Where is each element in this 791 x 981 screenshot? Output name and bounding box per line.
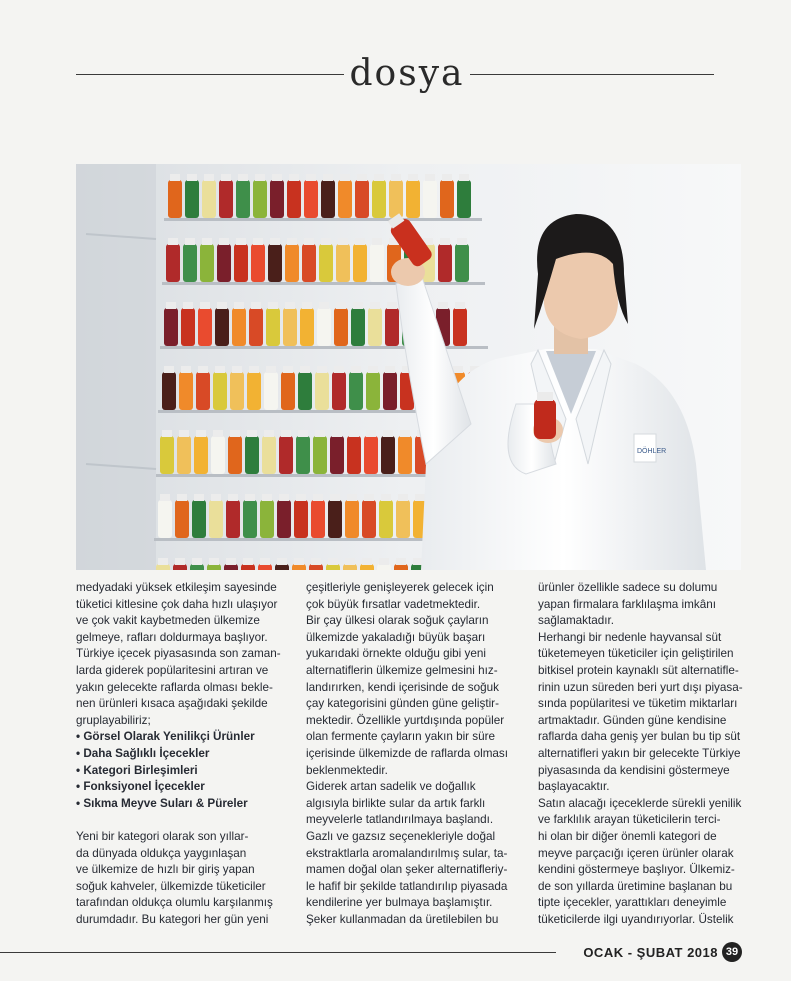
- article-photo: [76, 164, 741, 570]
- bottle-cap: [317, 366, 327, 373]
- text-line: meyve parçacığı içeren ürünler olarak: [538, 846, 734, 860]
- bottle: [168, 180, 182, 218]
- bottle: [162, 372, 176, 410]
- bottle: [183, 244, 197, 282]
- bottle: [260, 500, 274, 538]
- text-line: ve çok vakit kaybetmeden ülkemize: [76, 614, 260, 628]
- bottle-cap: [408, 174, 418, 181]
- bottle: [313, 436, 327, 474]
- bottle-cap: [357, 174, 367, 181]
- bottle: [321, 180, 335, 218]
- text-line: tüketemeyen tüketiciler için geliştirilen: [538, 647, 734, 661]
- text-line: meyvelerle tatlandırılmaya başlandı.: [306, 813, 494, 827]
- footer-rule: [0, 952, 556, 953]
- bottle-cap: [270, 238, 280, 245]
- bottle: [372, 180, 386, 218]
- bottle-cap: [230, 430, 240, 437]
- bottle: [296, 436, 310, 474]
- text-line: tipte içecekler, yarattıkları deneyimle: [538, 896, 727, 910]
- bottle: [185, 180, 199, 218]
- bottle: [164, 308, 178, 346]
- bottle-cap: [370, 302, 380, 309]
- page-footer: [500, 941, 742, 963]
- paragraph-intro: [76, 580, 284, 729]
- bottle-cap: [204, 174, 214, 181]
- bottle: [253, 180, 267, 218]
- bottle-cap: [160, 494, 170, 501]
- text-line: ekstraktlarla aromalandırılmış sular, ta-: [306, 846, 508, 860]
- text-line: de son yıllarda üretimine başlanan bu: [538, 879, 733, 893]
- bottle-cap: [162, 430, 172, 437]
- photo-illustration: [76, 164, 741, 570]
- bottle-cap: [455, 302, 465, 309]
- bottle: [298, 372, 312, 410]
- bottle: [338, 180, 352, 218]
- bottle: [219, 180, 233, 218]
- text-line: tarafından oldukça olumlu karşılanmış: [76, 896, 273, 910]
- bottle-cap: [313, 494, 323, 501]
- text-line: yakın gelecekte raflarda olması bekle-: [76, 680, 273, 694]
- bottle-label: DÖHLER: [637, 448, 667, 455]
- bottle: [366, 372, 380, 410]
- bottle: [311, 500, 325, 538]
- text-line: medyadaki yüksek etkileşim sayesinde: [76, 581, 277, 594]
- text-line: gruplayabiliriz;: [76, 713, 151, 727]
- bottle: [438, 244, 452, 282]
- bottle: [423, 180, 437, 218]
- bottle-cap: [181, 366, 191, 373]
- text-line: beklenmektedir.: [306, 763, 388, 777]
- text-line: içerisinde ülkemizde de raflarda olması: [306, 746, 509, 760]
- bullet-item: • Sıkma Meyve Suları & Püreler: [76, 796, 248, 810]
- bottle: [215, 308, 229, 346]
- text-line: bitkisel protein kaynaklı süt alternatifle-: [538, 663, 739, 677]
- bottle: [264, 372, 278, 410]
- bottle-cap: [260, 558, 270, 565]
- bottle: [355, 180, 369, 218]
- text-line: tüketicilerde ilgi uyandırıyorlar. Üstelik: [538, 912, 734, 926]
- bottle: [455, 244, 469, 282]
- bottle-cap: [438, 302, 448, 309]
- bottle: [453, 308, 467, 346]
- bottle: [192, 500, 206, 538]
- bottle: [319, 244, 333, 282]
- text-line: ülkemizde yakaladığı büyük başarı: [306, 630, 486, 644]
- bottle-cap: [196, 430, 206, 437]
- bottle-cap: [253, 238, 263, 245]
- bottle-cap: [315, 430, 325, 437]
- text-line: gelmeye, rafları doldurmaya başlıyor.: [76, 630, 268, 644]
- text-line: larda giderek popülaritesini artıran ve: [76, 663, 269, 677]
- bottle: [247, 372, 261, 410]
- bottle: [200, 244, 214, 282]
- bottle-cap: [211, 494, 221, 501]
- bottle: [362, 500, 376, 538]
- bottle-cap: [323, 174, 333, 181]
- text-line: hi olan bir diğer önemli kategori de: [538, 829, 717, 843]
- bottle: [251, 244, 265, 282]
- bottle: [336, 244, 350, 282]
- bullet-list: [76, 729, 284, 812]
- bottle-cap: [217, 302, 227, 309]
- bottle-cap: [345, 558, 355, 565]
- bottle-cap: [164, 366, 174, 373]
- bottle: [347, 436, 361, 474]
- bottle: [364, 436, 378, 474]
- bottle: [277, 500, 291, 538]
- bottle: [332, 372, 346, 410]
- text-line: soğuk kahveler, ülkemizde tüketiciler: [76, 879, 266, 893]
- bottle-cap: [226, 558, 236, 565]
- text-line: tüketici kitlesine çok daha hızlı ulaşıyor: [76, 597, 278, 611]
- bottle-cap: [294, 558, 304, 565]
- bottle-cap: [368, 366, 378, 373]
- bottle: [181, 308, 195, 346]
- bottle: [389, 180, 403, 218]
- bottle-cap: [287, 238, 297, 245]
- bottle-cap: [321, 238, 331, 245]
- bottle-cap: [332, 430, 342, 437]
- bottle-cap: [336, 302, 346, 309]
- bottle: [381, 436, 395, 474]
- bottle-cap: [296, 494, 306, 501]
- bottle: [315, 372, 329, 410]
- text-column-1: [76, 580, 284, 928]
- bottle-cap: [170, 174, 180, 181]
- bottle: [281, 372, 295, 410]
- text-line: alternatifleri yakın bir gelecekte Türkiye: [538, 746, 741, 760]
- bottle-cap: [340, 174, 350, 181]
- bottle-cap: [362, 558, 372, 565]
- header-rule-left: [76, 74, 344, 75]
- bottle-cap: [175, 558, 185, 565]
- bottle-cap: [262, 494, 272, 501]
- bottle: [353, 244, 367, 282]
- text-line: alternatiflerin ülkemize gelmesini hız-: [306, 663, 498, 677]
- bottle: [236, 180, 250, 218]
- bottle-cap: [183, 302, 193, 309]
- bottle-cap: [221, 174, 231, 181]
- bottle: [398, 436, 412, 474]
- bottle-cap: [179, 430, 189, 437]
- left-wall-panel: [76, 164, 156, 570]
- bottle-cap: [302, 302, 312, 309]
- bottle-cap: [372, 238, 382, 245]
- shelf: [164, 218, 482, 221]
- bottle-cap: [158, 558, 168, 565]
- bottle-cap: [198, 366, 208, 373]
- header-rule-right: [470, 74, 714, 75]
- bottle: [287, 180, 301, 218]
- bottle: [385, 308, 399, 346]
- bottle-cap: [219, 238, 229, 245]
- text-line: algısıyla birlikte sular da artık farklı: [306, 796, 486, 810]
- bottle: [196, 372, 210, 410]
- bottle-cap: [387, 302, 397, 309]
- text-line: ürünler özellikle sadece su dolumu: [538, 581, 718, 594]
- bottle-cap: [238, 174, 248, 181]
- bottle-cap: [351, 366, 361, 373]
- text-column-2: [306, 580, 516, 928]
- text-line: le hafif bir şekilde tatlandırılıp piyasada: [306, 879, 508, 893]
- bottle-cap: [236, 238, 246, 245]
- bottle-cap: [400, 430, 410, 437]
- bottle-cap: [349, 430, 359, 437]
- bottle-cap: [298, 430, 308, 437]
- bottle: [262, 436, 276, 474]
- bottle-cap: [300, 366, 310, 373]
- bottle-cap: [319, 302, 329, 309]
- bottle-cap: [245, 494, 255, 501]
- bottle-cap: [347, 494, 357, 501]
- bottle: [158, 500, 172, 538]
- bottle-cap: [281, 430, 291, 437]
- bottle-cap: [251, 302, 261, 309]
- bottle-cap: [192, 558, 202, 565]
- bullet-item: • Fonksiyonel İçecekler: [76, 780, 205, 794]
- paragraph-column-3: [538, 580, 748, 928]
- bottle-cap: [330, 494, 340, 501]
- bottle-cap: [168, 238, 178, 245]
- bottle: [294, 500, 308, 538]
- paragraph-column-2: [306, 580, 516, 928]
- text-line: mamen doğal olan şeker alternatifleriy-: [306, 863, 508, 877]
- bottle-cap: [391, 174, 401, 181]
- bottle-cap: [249, 366, 259, 373]
- bottle: [302, 244, 316, 282]
- bottle-cap: [215, 366, 225, 373]
- bottle: [234, 244, 248, 282]
- bottle: [396, 500, 410, 538]
- bottle: [440, 180, 454, 218]
- text-line: Satın alacağı içeceklerde sürekli yenilik: [538, 796, 742, 810]
- bottle-cap: [385, 366, 395, 373]
- text-line: Giderek artan sadelik ve doğallık: [306, 780, 476, 794]
- text-line: piyasasında da kendisini göstermeye: [538, 763, 730, 777]
- bottle: [379, 500, 393, 538]
- text-line: rinin uzun süreden beri yurt dışı piyasa-: [538, 680, 743, 694]
- text-line: başlayacaktır.: [538, 780, 610, 794]
- bottle-cap: [425, 174, 435, 181]
- bottle: [209, 500, 223, 538]
- bottle-cap: [328, 558, 338, 565]
- bottle: [368, 308, 382, 346]
- bottle: [245, 436, 259, 474]
- text-line: kendini göstermeye başlıyor. Ülkemiz-: [538, 863, 735, 877]
- issue-date: OCAK - ŞUBAT 2018: [583, 944, 718, 960]
- text-line: nen ürünleri kısaca aşağıdaki şekilde: [76, 697, 268, 711]
- bottle-cap: [277, 558, 287, 565]
- bottle: [232, 308, 246, 346]
- bottle-cap: [187, 174, 197, 181]
- bottle: [243, 500, 257, 538]
- shelf: [162, 282, 485, 285]
- bottle: [194, 436, 208, 474]
- bottle-cap: [374, 174, 384, 181]
- bottle-cap: [185, 238, 195, 245]
- text-line: yukarıdaki örnekte olduğu gibi yeni: [306, 647, 486, 661]
- bottle-cap: [194, 494, 204, 501]
- page-number-badge: 39: [722, 942, 742, 962]
- bottle: [279, 436, 293, 474]
- bottle-cap: [398, 494, 408, 501]
- bottle-cap: [247, 430, 257, 437]
- bottle: [334, 308, 348, 346]
- text-line: artmaktadır. Günden güne kendisine: [538, 713, 727, 727]
- bottle-cap: [266, 366, 276, 373]
- bottle-cap: [177, 494, 187, 501]
- text-line: çay kategorisini günden güne geliştir-: [306, 697, 499, 711]
- text-line: Yeni bir kategori olarak son yıllar-: [76, 829, 249, 843]
- bottle: [211, 436, 225, 474]
- text-line: sağlamaktadır.: [538, 614, 615, 628]
- paragraph-cold-coffee: [76, 829, 284, 929]
- bottle-cap: [379, 558, 389, 565]
- bottle-cap: [200, 302, 210, 309]
- bottle: [317, 308, 331, 346]
- bottle-cap: [396, 558, 406, 565]
- bottle: [202, 180, 216, 218]
- bottle-cap: [289, 174, 299, 181]
- bottle: [175, 500, 189, 538]
- bottle-cap: [311, 558, 321, 565]
- text-line: Bir çay ülkesi olarak soğuk çayların: [306, 614, 489, 628]
- text-line: Herhangi bir nedenle hayvansal süt: [538, 630, 722, 644]
- bottle: [370, 244, 384, 282]
- bottle-cap: [355, 238, 365, 245]
- bottle: [283, 308, 297, 346]
- bottle: [249, 308, 263, 346]
- bottle: [383, 372, 397, 410]
- section-title: dosya: [349, 53, 465, 94]
- bottle-cap: [268, 302, 278, 309]
- bottle-cap: [213, 430, 223, 437]
- bottle-cap: [202, 238, 212, 245]
- bottle-cap: [459, 174, 469, 181]
- bullet-item: • Daha Sağlıklı İçecekler: [76, 746, 210, 760]
- text-line: olan fermente çayların yakın bir süre: [306, 730, 496, 744]
- bottle: [266, 308, 280, 346]
- text-line: çeşitleriyle genişleyerek gelecek için: [306, 581, 494, 594]
- bottle-cap: [166, 302, 176, 309]
- text-line: Şeker kullanmadan da üretilebilen bu: [306, 912, 499, 926]
- bullet-item: • Kategori Birleşimleri: [76, 763, 198, 777]
- bottle: [217, 244, 231, 282]
- bottle-cap: [334, 366, 344, 373]
- text-line: mektedir. Özellikle yurtdışında popüler: [306, 713, 505, 727]
- bottle-cap: [209, 558, 219, 565]
- bottle: [285, 244, 299, 282]
- bottle-cap: [415, 494, 425, 501]
- bottle: [406, 180, 420, 218]
- bottle: [304, 180, 318, 218]
- text-line: durumdadır. Bu kategori her gün yeni: [76, 912, 269, 926]
- text-line: çok büyük fırsatlar vadetmektedir.: [306, 597, 481, 611]
- bottle-cap: [338, 238, 348, 245]
- bottle-cap: [264, 430, 274, 437]
- bottle: [300, 308, 314, 346]
- bottle-cap: [255, 174, 265, 181]
- text-line: ve ülkemize de hızlı bir giriş yapan: [76, 863, 255, 877]
- bottle: [179, 372, 193, 410]
- bottle-cap: [457, 238, 467, 245]
- bottle-cap: [279, 494, 289, 501]
- bottle-cap: [285, 302, 295, 309]
- bottle-cap: [442, 174, 452, 181]
- bottle-cap: [353, 302, 363, 309]
- bottle: [160, 436, 174, 474]
- bottle-cap: [366, 430, 376, 437]
- bottle-cap: [304, 238, 314, 245]
- bottle: [270, 180, 284, 218]
- bottle: [328, 500, 342, 538]
- text-line: yapan firmalara farklılaşma imkânı: [538, 597, 716, 611]
- bottle: [345, 500, 359, 538]
- bottle-cap: [234, 302, 244, 309]
- bottle: [457, 180, 471, 218]
- text-line: Türkiye içecek piyasasında son zaman-: [76, 647, 281, 661]
- bottle: [230, 372, 244, 410]
- bottle: [166, 244, 180, 282]
- bottle-cap: [272, 174, 282, 181]
- bottle: [177, 436, 191, 474]
- bottle: [349, 372, 363, 410]
- bottle-cap: [383, 430, 393, 437]
- bottle-cap: [381, 494, 391, 501]
- bottle: [198, 308, 212, 346]
- bottle: [228, 436, 242, 474]
- text-line: landırırken, kendi içerisinde de soğuk: [306, 680, 499, 694]
- text-line: kendilerine yer bulmaya başlamıştır.: [306, 896, 493, 910]
- text-line: Gazlı ve gazsız seçenekleriyle doğal: [306, 829, 496, 843]
- bottle-cap: [306, 174, 316, 181]
- bottle-cap: [283, 366, 293, 373]
- bottle: [351, 308, 365, 346]
- text-column-3: [538, 580, 748, 928]
- bottle-cap: [364, 494, 374, 501]
- text-line: raflarda daha geniş yer bulan bu tip süt: [538, 730, 741, 744]
- bottle: [226, 500, 240, 538]
- bullet-item: • Görsel Olarak Yenilikçi Ürünler: [76, 730, 255, 744]
- text-line: sında popülaritesi ve tüketim miktarları: [538, 697, 738, 711]
- bottle: [268, 244, 282, 282]
- bottle-cap: [232, 366, 242, 373]
- bottle-cap: [228, 494, 238, 501]
- held-bottle-low: [534, 399, 556, 439]
- text-line: ve farklılık arayan tüketicilerin terci-: [538, 813, 721, 827]
- bottle: [213, 372, 227, 410]
- text-line: da dünyada oldukça yaygınlaşan: [76, 846, 247, 860]
- bottle: [330, 436, 344, 474]
- bottle-cap: [453, 366, 463, 373]
- bottle-cap: [243, 558, 253, 565]
- bottle-cap: [440, 238, 450, 245]
